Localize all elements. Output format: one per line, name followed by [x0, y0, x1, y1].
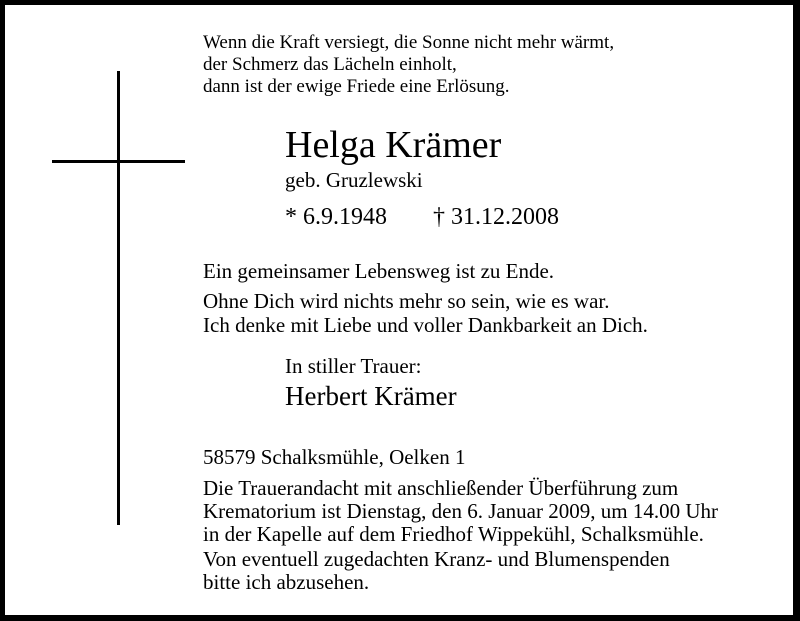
deceased-name: Helga Krämer — [285, 124, 502, 166]
message-line: Ein gemeinsamer Lebensweg ist zu Ende. — [203, 259, 555, 283]
ceremony-line: Die Trauerandacht mit anschließender Überführung zum — [203, 476, 679, 500]
death-date: † 31.12.2008 — [433, 204, 559, 230]
verse-line: der Schmerz das Lächeln einholt, — [203, 54, 457, 75]
address: 58579 Schalksmühle, Oelken 1 — [203, 445, 466, 469]
verse — [203, 32, 614, 98]
cross-icon-vertical-bar — [117, 71, 120, 525]
maiden-name: geb. Gruzlewski — [285, 168, 423, 192]
flowers-note — [203, 548, 670, 594]
mourner-name: Herbert Krämer — [285, 381, 457, 411]
flowers-note-line: Von eventuell zugedachten Kranz- und Blumenspenden — [203, 547, 670, 571]
message-line: Ich denke mit Liebe und voller Dankbarkeit an Dich. — [203, 313, 648, 337]
cross-icon-horizontal-bar — [52, 160, 185, 163]
obituary-card — [5, 5, 793, 615]
ceremony-paragraph — [203, 477, 718, 546]
message-paragraph — [203, 289, 648, 337]
mourning-label: In stiller Trauer: — [285, 354, 422, 378]
ceremony-line: Krematorium ist Dienstag, den 6. Januar 2009, um 14.00 Uhr — [203, 499, 718, 523]
birth-date: * 6.9.1948 — [285, 204, 387, 230]
flowers-note-line: bitte ich abzusehen. — [203, 570, 370, 594]
message-line: Ohne Dich wird nichts mehr so sein, wie es war. — [203, 289, 610, 313]
ceremony-line: in der Kapelle auf dem Friedhof Wippekühl, Schalksmühle. — [203, 522, 704, 546]
verse-line: dann ist der ewige Friede eine Erlösung. — [203, 76, 510, 97]
verse-line: Wenn die Kraft versiegt, die Sonne nicht mehr wärmt, — [203, 32, 615, 53]
